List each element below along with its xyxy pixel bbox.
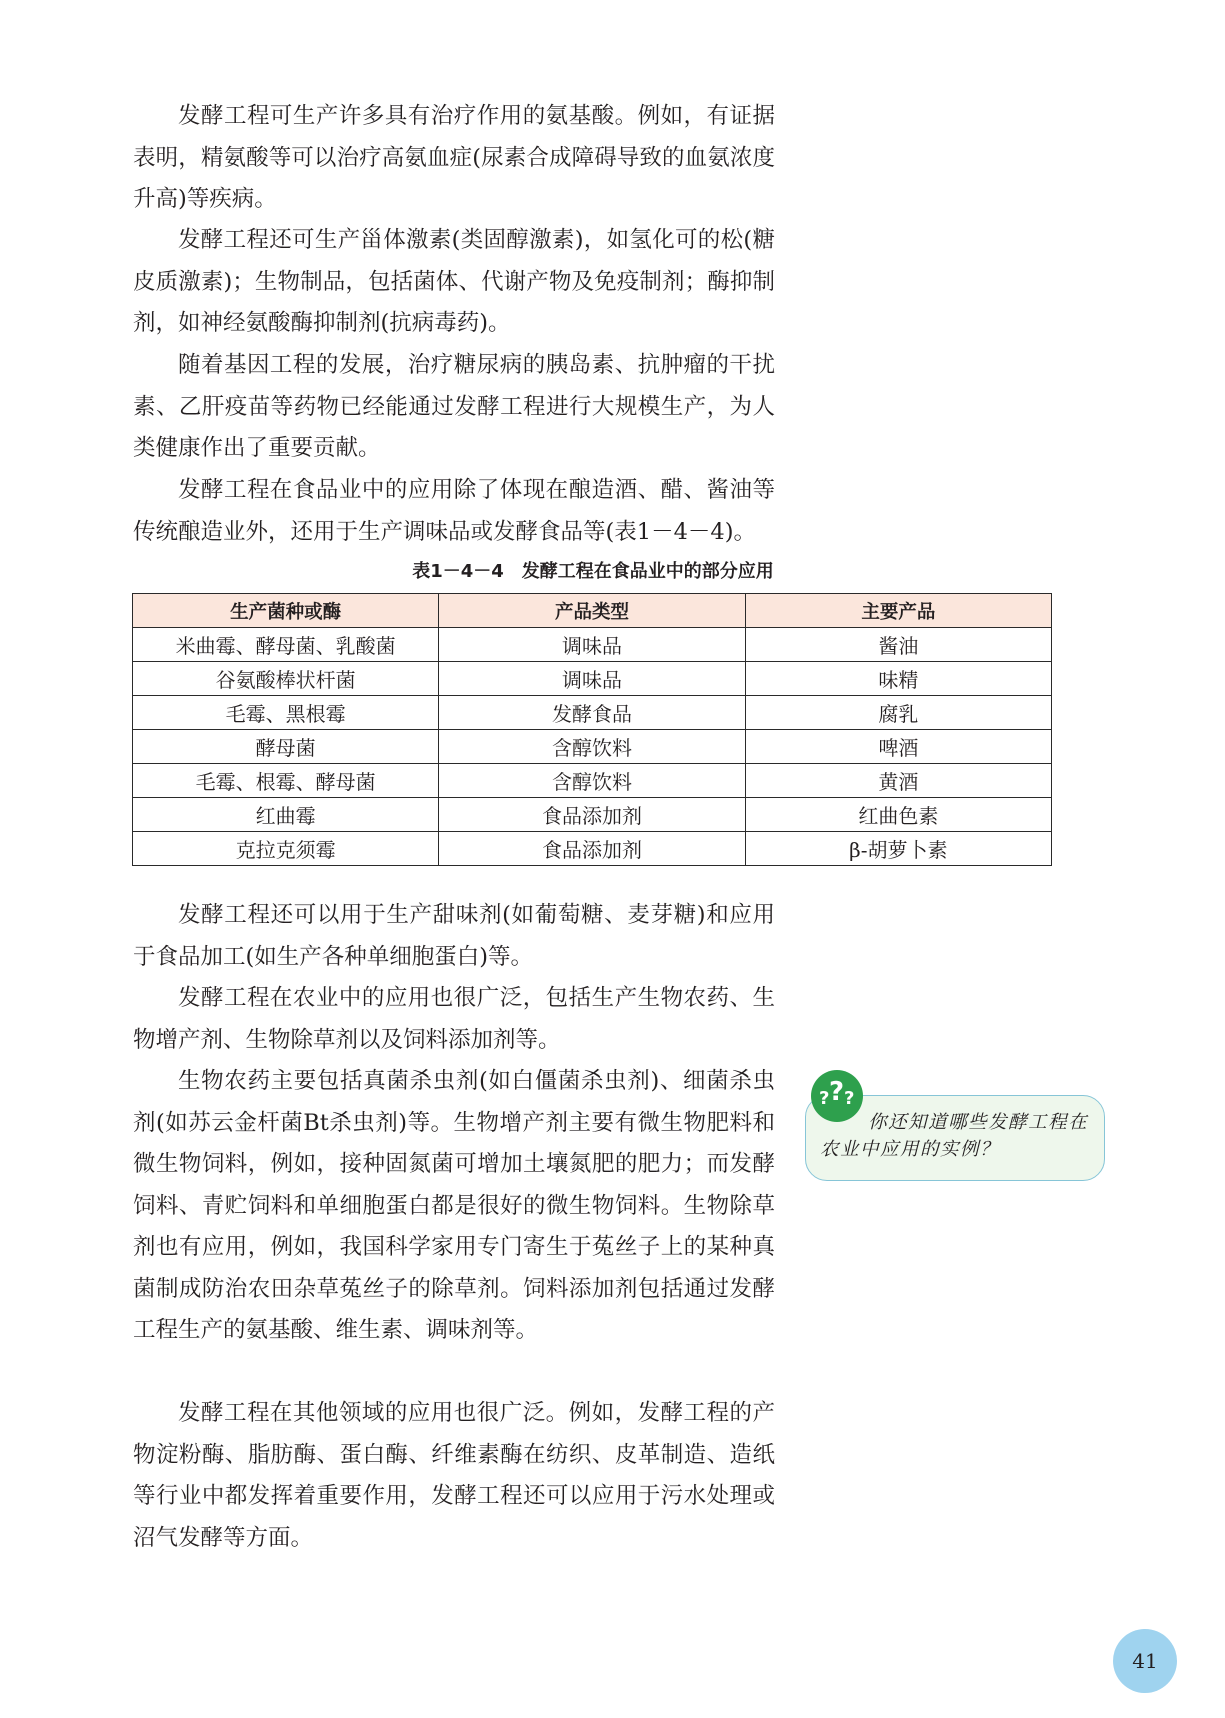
table-row — [133, 730, 1052, 764]
table-cell: 红曲霉 — [133, 798, 439, 832]
page-number: 41 — [1113, 1629, 1177, 1693]
paragraph-6: 发酵工程在农业中的应用也很广泛，包括生产生物农药、生物增产剂、生物除草剂以及饲料添加剂等。 — [133, 985, 775, 1053]
table-header-cell: 产品类型 — [439, 594, 745, 628]
side-note-text: 你还知道哪些发酵工程在农业中应用的实例？ — [820, 1112, 1089, 1160]
table-row — [133, 764, 1052, 798]
table-cell: 毛霉、根霉、酵母菌 — [133, 764, 439, 798]
table-row — [133, 628, 1052, 662]
question-marks-icon — [811, 1070, 863, 1122]
table-cell: 酵母菌 — [133, 730, 439, 764]
paragraph-4: 发酵工程在食品业中的应用除了体现在酿造酒、醋、酱油等传统酿造业外，还用于生产调味品或发酵食品等(表1－4－4)。 — [133, 477, 775, 545]
table-cell: 含醇饮料 — [439, 764, 745, 798]
table-cell: 食品添加剂 — [439, 832, 745, 866]
table-header-row — [133, 594, 1052, 628]
svg-text:?: ? — [844, 1088, 855, 1109]
table-cell: 啤酒 — [745, 730, 1051, 764]
svg-text:?: ? — [829, 1077, 845, 1107]
table-cell: 谷氨酸棒状杆菌 — [133, 662, 439, 696]
table-cell: 含醇饮料 — [439, 730, 745, 764]
table-row — [133, 798, 1052, 832]
table-cell: β-胡萝卜素 — [745, 832, 1051, 866]
table-row — [133, 696, 1052, 730]
paragraph-7: 生物农药主要包括真菌杀虫剂(如白僵菌杀虫剂)、细菌杀虫剂(如苏云金杆菌Bt杀虫剂)等。生物增产剂主要有微生物肥料和微生物饲料，例如，接种固氮菌可增加土壤氮肥的肥力；而发酵饲料、青贮饲料和单细胞蛋白都是很好的微生物饲料。生物除草剂也有应用，例如，我国科学家用专门寄生于菟丝子上的某种真菌制成防治农田杂草菟丝子的除草剂。饲料添加剂包括通过发酵工程生产的氨基酸、维生素、调味剂等。 — [133, 1068, 775, 1343]
table-cell: 克拉克须霉 — [133, 832, 439, 866]
table-cell: 酱油 — [745, 628, 1051, 662]
table-cell: 味精 — [745, 662, 1051, 696]
paragraph-3: 随着基因工程的发展，治疗糖尿病的胰岛素、抗肿瘤的干扰素、乙肝疫苗等药物已经能通过发酵工程进行大规模生产，为人类健康作出了重要贡献。 — [133, 352, 775, 461]
table-cell: 调味品 — [439, 628, 745, 662]
paragraph-1: 发酵工程可生产许多具有治疗作用的氨基酸。例如，有证据表明，精氨酸等可以治疗高氨血症(尿素合成障碍导致的血氨浓度升高)等疾病。 — [133, 103, 775, 212]
table-row — [133, 662, 1052, 696]
svg-text:?: ? — [819, 1088, 830, 1109]
table-cell: 黄酒 — [745, 764, 1051, 798]
table-cell: 食品添加剂 — [439, 798, 745, 832]
table-cell: 发酵食品 — [439, 696, 745, 730]
table-cell: 调味品 — [439, 662, 745, 696]
food-industry-table — [132, 593, 1052, 866]
table-cell: 红曲色素 — [745, 798, 1051, 832]
table-cell: 腐乳 — [745, 696, 1051, 730]
table-header-cell: 主要产品 — [745, 594, 1051, 628]
table-cell: 米曲霉、酵母菌、乳酸菌 — [133, 628, 439, 662]
table-cell: 毛霉、黑根霉 — [133, 696, 439, 730]
table-header-cell: 生产菌种或酶 — [133, 594, 439, 628]
table-caption: 表1－4－4 发酵工程在食品业中的部分应用 — [412, 561, 774, 582]
paragraph-8: 发酵工程在其他领域的应用也很广泛。例如，发酵工程的产物淀粉酶、脂肪酶、蛋白酶、纤维素酶在纺织、皮革制造、造纸等行业中都发挥着重要作用，发酵工程还可以应用于污水处理或沼气发酵等方面。 — [133, 1400, 775, 1551]
paragraph-2: 发酵工程还可生产甾体激素(类固醇激素)，如氢化可的松(糖皮质激素)；生物制品，包括菌体、代谢产物及免疫制剂；酶抑制剂，如神经氨酸酶抑制剂(抗病毒药)。 — [133, 227, 775, 336]
paragraph-5: 发酵工程还可以用于生产甜味剂(如葡萄糖、麦芽糖)和应用于食品加工(如生产各种单细胞蛋白)等。 — [133, 902, 775, 970]
table-row — [133, 832, 1052, 866]
